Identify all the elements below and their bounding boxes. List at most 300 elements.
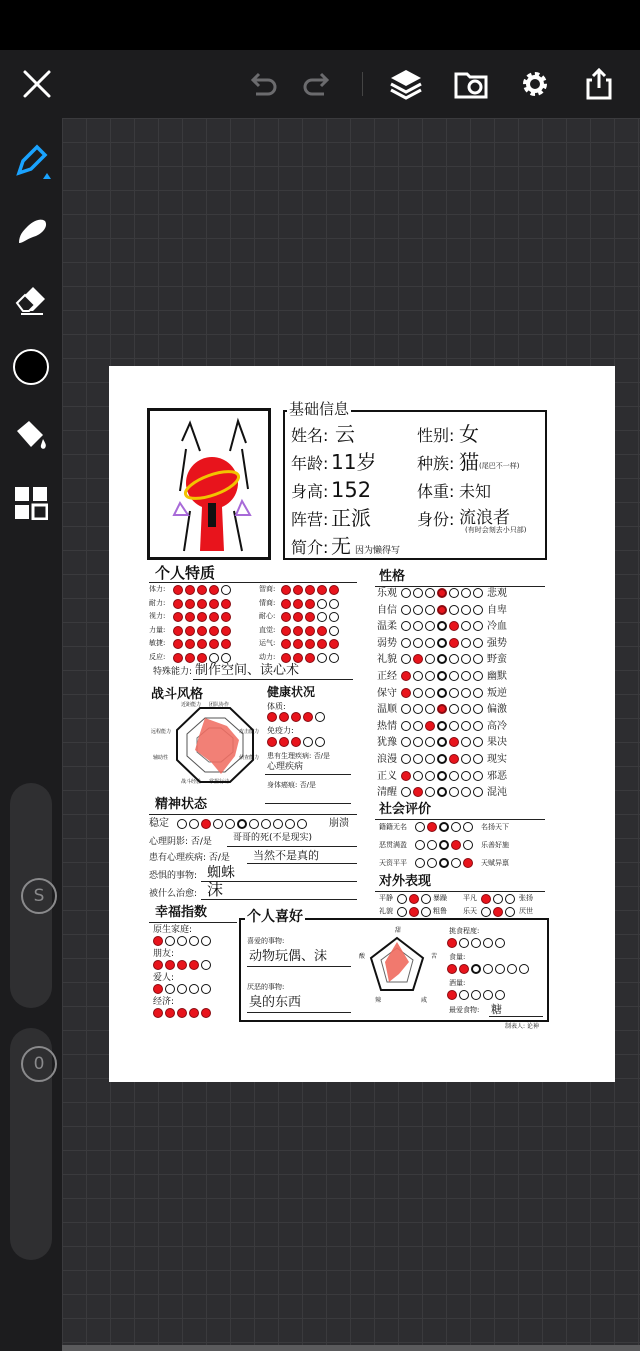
- rating-dot: [305, 653, 315, 663]
- external-right-label: 暴躁: [433, 894, 447, 902]
- left-toolbar: [0, 118, 62, 1351]
- rating-dot: [451, 840, 461, 850]
- rating-dot: [317, 653, 327, 663]
- rating-dot: [293, 639, 303, 649]
- brush-size-slider[interactable]: [10, 783, 52, 1008]
- mental-header: 精神状态: [155, 797, 208, 812]
- rating-dot: [459, 938, 469, 948]
- opacity-knob[interactable]: 0: [21, 1046, 57, 1082]
- rating-dot: [401, 704, 411, 714]
- external-left-label: 礼貌: [379, 907, 393, 915]
- weight-value: 未知: [459, 482, 492, 501]
- personality-right-label: 偏激: [487, 704, 507, 716]
- trait-dots: [173, 639, 233, 649]
- battle-radar: [165, 700, 265, 790]
- rating-dot: [401, 588, 411, 598]
- rating-dot: [427, 858, 437, 868]
- rating-dot: [473, 638, 483, 648]
- rating-dot: [413, 671, 423, 681]
- rating-dot: [197, 585, 207, 595]
- gender-value: 女: [459, 422, 479, 446]
- personality-left-label: 自信: [377, 604, 397, 616]
- battle-axis-2: 团队协作: [209, 702, 230, 708]
- rating-dot: [495, 964, 505, 974]
- trait-label: 动力:: [259, 652, 276, 661]
- personality-left-label: 乐观: [377, 588, 397, 599]
- rating-dot: [493, 907, 503, 917]
- rating-dot: [449, 771, 459, 781]
- intro-note: 因为懒得写: [355, 546, 401, 556]
- rating-dot: [461, 704, 471, 714]
- rating-dot: [437, 721, 447, 731]
- disease-label: 患有生理疾病: 否/是: [267, 752, 330, 760]
- rating-dot: [305, 585, 315, 595]
- rating-dot: [439, 822, 449, 832]
- rating-dot: [317, 599, 327, 609]
- rating-dot: [317, 639, 327, 649]
- battle-axis-3: 攻击能力: [239, 729, 260, 735]
- trait-dots: [173, 599, 233, 609]
- taste-axis-bitter: 苦: [431, 953, 438, 960]
- trait-dots: [173, 653, 233, 663]
- personality-right-label: 现实: [487, 754, 507, 765]
- camp-label: 阵营:: [291, 510, 329, 529]
- rating-dot: [425, 771, 435, 781]
- rating-dot: [213, 819, 223, 829]
- battle-axis-6: 掌握行动: [209, 779, 230, 785]
- immune-dots: [267, 737, 327, 747]
- rating-dot: [439, 840, 449, 850]
- taste-axis-salty: 咸: [421, 997, 428, 1004]
- body-label: 体质:: [267, 702, 286, 711]
- rating-dot: [413, 588, 423, 598]
- trait-dots: [281, 653, 341, 663]
- rating-dot: [315, 737, 325, 747]
- ability-label: 特殊能力:: [153, 667, 193, 677]
- identity-value: 流浪者: [459, 508, 510, 528]
- rating-dot: [185, 599, 195, 609]
- rating-dot: [221, 599, 231, 609]
- rating-dot: [425, 754, 435, 764]
- rating-dot: [401, 754, 411, 764]
- rating-dot: [461, 621, 471, 631]
- rating-dot: [209, 653, 219, 663]
- trait-label: 直觉:: [259, 625, 276, 634]
- rating-dot: [401, 621, 411, 631]
- rating-dot: [401, 638, 411, 648]
- rating-dot: [437, 605, 447, 615]
- trait-dots: [281, 599, 341, 609]
- rating-dot: [401, 771, 411, 781]
- maker-credit: 制表人: 论神: [505, 1023, 539, 1030]
- rating-dot: [279, 737, 289, 747]
- rating-dot: [481, 907, 491, 917]
- age-value: 11岁: [331, 450, 377, 474]
- battle-axis-8: 远程能力: [151, 729, 172, 735]
- personality-scale: [401, 737, 485, 747]
- color-icon[interactable]: [8, 344, 54, 390]
- rating-dot: [507, 964, 517, 974]
- rating-dot: [225, 819, 235, 829]
- social-left-label: 天资平平: [379, 859, 407, 867]
- rating-dot: [415, 840, 425, 850]
- rating-dot: [463, 840, 473, 850]
- drink-label: 酒量:: [449, 979, 466, 987]
- rating-dot: [177, 819, 187, 829]
- character-sheet[interactable]: [109, 366, 615, 1082]
- rating-dot: [317, 626, 327, 636]
- personality-scale: [401, 754, 485, 764]
- rating-dot: [173, 612, 183, 622]
- rating-dot: [425, 605, 435, 615]
- battle-axis-4: 侦查能力: [239, 755, 260, 761]
- rating-dot: [189, 984, 199, 994]
- rating-dot: [293, 599, 303, 609]
- external-scale-b: [481, 894, 517, 904]
- rating-dot: [305, 639, 315, 649]
- rating-dot: [449, 638, 459, 648]
- external-left-label: 乐天: [463, 907, 477, 915]
- rating-dot: [425, 654, 435, 664]
- rating-dot: [473, 704, 483, 714]
- rating-dot: [165, 1008, 175, 1018]
- health-header: 健康状况: [267, 685, 316, 699]
- traits-underline: [149, 582, 357, 583]
- social-left-label: 恶贯满盈: [379, 841, 407, 849]
- rating-dot: [425, 588, 435, 598]
- rating-dot: [177, 984, 187, 994]
- social-underline: [375, 819, 545, 820]
- rating-dot: [473, 671, 483, 681]
- body-dots: [267, 712, 327, 722]
- trait-label: 反应:: [149, 652, 166, 661]
- rating-dot: [201, 819, 211, 829]
- top-toolbar: [0, 50, 640, 118]
- rating-dot: [437, 704, 447, 714]
- fear-value: 蜘蛛: [207, 865, 235, 881]
- rating-dot: [415, 822, 425, 832]
- rating-dot: [401, 787, 411, 797]
- gear-icon[interactable]: [515, 64, 555, 104]
- drink-dots: [447, 990, 507, 1000]
- social-right-label: 天赋异禀: [481, 859, 509, 867]
- personality-left-label: 正经: [377, 671, 397, 682]
- rating-dot: [189, 819, 199, 829]
- rating-dot: [413, 688, 423, 698]
- rating-dot: [165, 984, 175, 994]
- external-scale-a: [397, 894, 433, 904]
- external-header: 对外表现: [379, 874, 432, 889]
- rating-dot: [401, 737, 411, 747]
- quick-menu-icon[interactable]: [8, 480, 54, 526]
- personality-right-label: 混沌: [487, 787, 507, 799]
- disease-value: 心理疾病: [267, 762, 304, 772]
- age-label: 年龄:: [291, 454, 329, 473]
- toolbar-divider: [362, 72, 363, 96]
- rating-dot: [329, 653, 339, 663]
- external-scale-a: [397, 907, 433, 917]
- rating-dot: [519, 964, 529, 974]
- rating-dot: [293, 653, 303, 663]
- personality-left-label: 礼貌: [377, 654, 397, 666]
- rating-dot: [495, 938, 505, 948]
- rating-dot: [293, 612, 303, 622]
- rating-dot: [173, 639, 183, 649]
- social-right-label: 乐善好施: [481, 841, 509, 849]
- portrait-frame: [147, 408, 271, 560]
- rating-dot: [281, 612, 291, 622]
- personality-right-label: 果决: [487, 737, 507, 749]
- rating-dot: [473, 721, 483, 731]
- rating-dot: [221, 626, 231, 636]
- rating-dot: [267, 737, 277, 747]
- rating-dot: [437, 754, 447, 764]
- fill-icon[interactable]: [8, 412, 54, 458]
- eraser-icon[interactable]: [8, 276, 54, 322]
- rating-dot: [221, 612, 231, 622]
- rating-dot: [401, 721, 411, 731]
- personality-scale: [401, 688, 485, 698]
- basic-info-header: 基础信息: [289, 400, 350, 418]
- rating-dot: [461, 654, 471, 664]
- rating-dot: [293, 585, 303, 595]
- taste-radar: [365, 932, 429, 1002]
- rating-dot: [425, 671, 435, 681]
- sign-label: 身体癌痕: 否/是: [267, 781, 316, 789]
- rating-dot: [437, 654, 447, 664]
- rating-dot: [305, 626, 315, 636]
- rating-dot: [201, 1008, 211, 1018]
- happiness-dots: [153, 960, 213, 970]
- rating-dot: [197, 626, 207, 636]
- personality-left-label: 犹豫: [377, 737, 397, 749]
- gallery-icon[interactable]: [451, 64, 491, 104]
- personality-right-label: 悲观: [487, 588, 507, 599]
- rating-dot: [303, 712, 313, 722]
- rating-dot: [209, 599, 219, 609]
- rating-dot: [279, 712, 289, 722]
- rating-dot: [447, 990, 457, 1000]
- disease-underline: [265, 774, 351, 775]
- identity-note: (有时会刻去小只部): [465, 526, 527, 534]
- weight-label: 体重:: [417, 482, 455, 501]
- personality-underline: [375, 586, 545, 587]
- rating-dot: [427, 822, 437, 832]
- smudge-icon[interactable]: [8, 208, 54, 254]
- external-left-label: 平凡: [463, 894, 477, 902]
- name-label: 姓名:: [291, 426, 329, 445]
- social-header: 社会评价: [379, 802, 432, 817]
- rating-dot: [201, 960, 211, 970]
- social-right-label: 名扬天下: [481, 823, 509, 831]
- rating-dot: [449, 621, 459, 631]
- rating-dot: [209, 639, 219, 649]
- rating-dot: [185, 612, 195, 622]
- hate-value: 臭的东西: [249, 995, 302, 1010]
- rating-dot: [463, 822, 473, 832]
- shadow-label: 心理阴影: 否/是: [149, 837, 212, 847]
- rating-dot: [261, 819, 271, 829]
- share-icon[interactable]: [579, 64, 619, 104]
- personality-right-label: 自卑: [487, 604, 507, 616]
- rating-dot: [409, 907, 419, 917]
- trait-label: 体力:: [149, 585, 166, 593]
- rating-dot: [317, 612, 327, 622]
- food-dots: [447, 964, 531, 974]
- character-portrait: [150, 411, 268, 557]
- rating-dot: [461, 787, 471, 797]
- social-scale: [415, 858, 475, 868]
- rating-dot: [473, 654, 483, 664]
- rating-dot: [449, 787, 459, 797]
- rating-dot: [173, 599, 183, 609]
- rating-dot: [285, 819, 295, 829]
- rating-dot: [165, 936, 175, 946]
- social-scale: [415, 822, 475, 832]
- rating-dot: [413, 704, 423, 714]
- rating-dot: [437, 771, 447, 781]
- rating-dot: [413, 787, 423, 797]
- rating-dot: [329, 626, 339, 636]
- happiness-label: 经济:: [153, 997, 175, 1007]
- rating-dot: [439, 858, 449, 868]
- rating-dot: [483, 938, 493, 948]
- happiness-dots: [153, 1008, 213, 1018]
- battle-header: 战斗风格: [151, 687, 204, 702]
- trait-label: 情商:: [259, 598, 276, 607]
- rating-dot: [421, 907, 431, 917]
- external-right-label: 粗鲁: [433, 907, 447, 915]
- rating-dot: [449, 704, 459, 714]
- rating-dot: [189, 936, 199, 946]
- rating-dot: [173, 653, 183, 663]
- rating-dot: [173, 626, 183, 636]
- picky-dots: [447, 938, 507, 948]
- battle-axis-5: 战斗经验: [181, 779, 202, 785]
- rating-dot: [473, 771, 483, 781]
- healer-label: 被什么治愈:: [149, 889, 198, 899]
- rating-dot: [413, 737, 423, 747]
- personality-left-label: 温柔: [377, 621, 397, 633]
- rating-dot: [471, 938, 481, 948]
- stable-label: 稳定: [149, 818, 169, 829]
- personality-left-label: 热情: [377, 720, 397, 732]
- layers-icon[interactable]: [386, 64, 426, 104]
- rating-dot: [305, 612, 315, 622]
- personality-scale: [401, 588, 485, 598]
- rating-dot: [281, 639, 291, 649]
- brush-size-knob[interactable]: S: [21, 878, 57, 914]
- rating-dot: [425, 638, 435, 648]
- personality-header: 性格: [379, 569, 406, 584]
- taste-axis-sweet: 甜: [395, 927, 402, 934]
- rating-dot: [449, 737, 459, 747]
- intro-value: 无: [331, 534, 351, 558]
- happiness-dots: [153, 936, 213, 946]
- mental-underline: [149, 814, 357, 815]
- name-value: 云: [335, 422, 355, 446]
- personality-right-label: 冷血: [487, 621, 507, 633]
- trait-dots: [281, 612, 341, 622]
- rating-dot: [425, 704, 435, 714]
- personality-scale: [401, 671, 485, 681]
- rating-dot: [303, 737, 313, 747]
- rating-dot: [447, 964, 457, 974]
- rating-dot: [267, 712, 277, 722]
- rating-dot: [473, 688, 483, 698]
- rating-dot: [189, 1008, 199, 1018]
- rating-dot: [461, 721, 471, 731]
- rating-dot: [421, 894, 431, 904]
- rating-dot: [401, 654, 411, 664]
- rating-dot: [413, 638, 423, 648]
- personality-left-label: 正义: [377, 770, 397, 782]
- race-label: 种族:: [417, 454, 455, 473]
- rating-dot: [451, 822, 461, 832]
- rating-dot: [305, 599, 315, 609]
- collapse-label: 崩溃: [329, 818, 349, 829]
- personality-scale: [401, 654, 485, 664]
- trait-dots: [173, 585, 233, 595]
- rating-dot: [451, 858, 461, 868]
- undo-icon[interactable]: [242, 64, 282, 104]
- love-label: 喜爱的事物:: [247, 937, 285, 945]
- rating-dot: [437, 737, 447, 747]
- rating-dot: [293, 626, 303, 636]
- rating-dot: [449, 671, 459, 681]
- trait-dots: [173, 626, 233, 636]
- rating-dot: [459, 964, 469, 974]
- rating-dot: [221, 653, 231, 663]
- shadow-underline: [227, 846, 357, 847]
- opacity-slider[interactable]: [10, 1028, 52, 1260]
- rating-dot: [197, 599, 207, 609]
- happiness-underline: [149, 922, 237, 923]
- trait-dots: [281, 639, 341, 649]
- personality-scale: [401, 787, 485, 797]
- rating-dot: [437, 638, 447, 648]
- food-label: 食量:: [449, 953, 466, 961]
- status-bar: [0, 0, 640, 50]
- battle-axis-7: 辅助性: [153, 755, 169, 761]
- rating-dot: [397, 894, 407, 904]
- rating-dot: [291, 712, 301, 722]
- rating-dot: [409, 894, 419, 904]
- brush-icon[interactable]: [8, 140, 54, 186]
- personality-right-label: 强势: [487, 637, 507, 649]
- rating-dot: [415, 858, 425, 868]
- rating-dot: [197, 639, 207, 649]
- height-label: 身高:: [291, 482, 329, 501]
- personality-scale: [401, 605, 485, 615]
- personality-left-label: 清醒: [377, 787, 397, 799]
- rating-dot: [413, 754, 423, 764]
- personality-scale: [401, 621, 485, 631]
- immune-label: 免疫力:: [267, 726, 294, 735]
- rating-dot: [209, 585, 219, 595]
- rating-dot: [189, 960, 199, 970]
- race-note: (尾巴不一样): [479, 462, 520, 470]
- rating-dot: [197, 653, 207, 663]
- close-icon[interactable]: [17, 64, 57, 104]
- trait-label: 视力:: [149, 612, 166, 620]
- rating-dot: [153, 984, 163, 994]
- redo-icon[interactable]: [298, 64, 338, 104]
- personality-right-label: 高冷: [487, 720, 507, 732]
- healer-value: 沫: [207, 880, 224, 899]
- rating-dot: [329, 612, 339, 622]
- rating-dot: [177, 960, 187, 970]
